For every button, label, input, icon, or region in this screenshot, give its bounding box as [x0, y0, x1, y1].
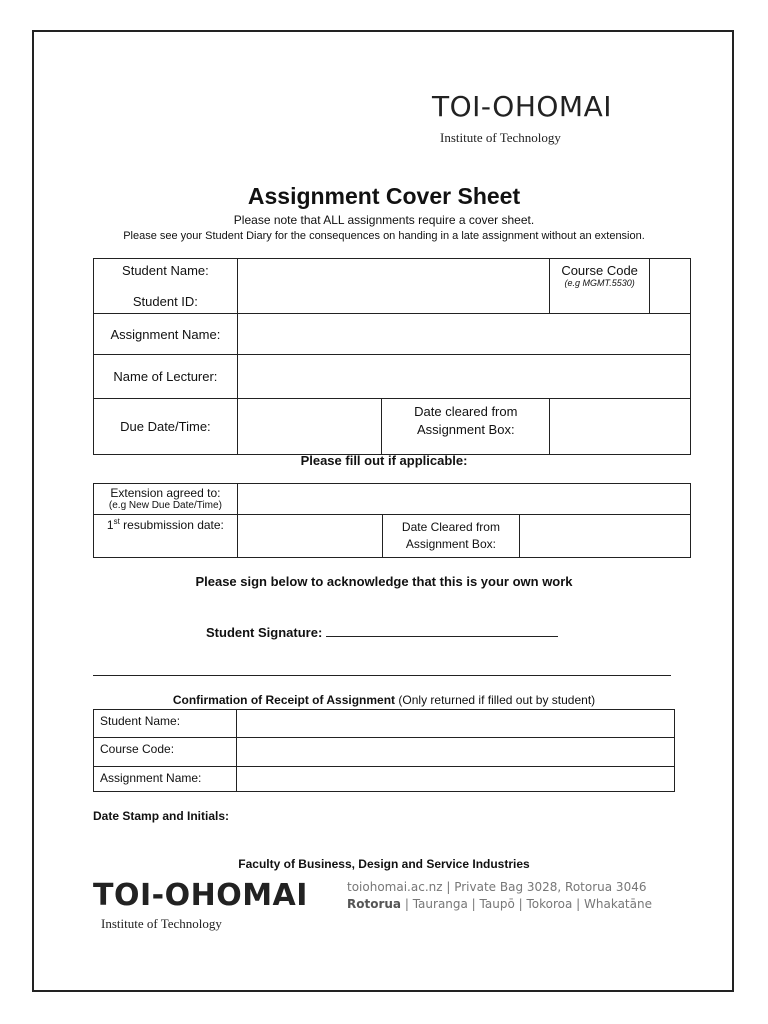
student-name-id-label-cell — [94, 259, 238, 314]
note-line-2: Please see your Student Diary for the consequences on handing in a late assignment without an extension. — [123, 230, 645, 242]
receipt-assignment-name-field[interactable] — [236, 767, 674, 792]
extension-label: Extension agreed to: — [110, 486, 221, 500]
signature-row — [206, 624, 558, 640]
course-code-label: Course Code — [561, 263, 638, 278]
acknowledge-text: Please sign below to acknowledge that this is your own work — [195, 574, 573, 589]
date-cleared-field[interactable] — [550, 399, 691, 455]
receipt-heading-bold: Confirmation of Receipt of Assignment — [172, 693, 396, 707]
footer-logo-subtitle: Institute of Technology — [101, 916, 222, 931]
assignment-name-field[interactable] — [237, 314, 690, 355]
footer-contact-line2 — [347, 897, 652, 911]
receipt-table — [93, 709, 675, 792]
receipt-student-name-label: Student Name: — [94, 710, 237, 738]
resubmission-label: 1st resubmission date: — [94, 515, 238, 558]
extension-label-cell — [94, 484, 238, 515]
receipt-assignment-name-label: Assignment Name: — [94, 767, 237, 792]
faculty-name: Faculty of Business, Design and Service Industries — [238, 857, 530, 871]
ext-date-cleared-label: Date Cleared from Assignment Box: — [382, 515, 520, 558]
lecturer-field[interactable] — [237, 355, 690, 399]
receipt-heading — [0, 693, 768, 707]
course-code-field[interactable] — [650, 259, 691, 314]
receipt-course-code-field[interactable] — [236, 738, 674, 767]
receipt-course-code-label: Course Code: — [94, 738, 237, 767]
applicable-header: Please fill out if applicable: — [300, 453, 468, 468]
ext-date-cleared-field[interactable] — [520, 515, 691, 558]
due-date-field[interactable] — [237, 399, 382, 455]
date-cleared-label: Date cleared from Assignment Box: — [382, 399, 550, 455]
date-stamp-label: Date Stamp and Initials: — [93, 809, 230, 823]
divider-line — [93, 675, 671, 676]
signature-line[interactable] — [326, 624, 558, 637]
receipt-heading-rest: (Only returned if filled out by student) — [395, 693, 596, 707]
course-code-example: (e.g MGMT.5530) — [564, 278, 635, 288]
footer-campus-rest: | Tauranga | Taupō | Tokoroa | Whakatāne — [401, 897, 652, 911]
extension-table — [93, 483, 691, 558]
footer-contact-line1: toiohomai.ac.nz | Private Bag 3028, Rotorua 3046 — [347, 880, 647, 894]
footer-campus-bold: Rotorua — [347, 897, 402, 911]
note-line-1: Please note that ALL assignments require a cover sheet. — [233, 213, 535, 227]
due-date-label: Due Date/Time: — [94, 399, 238, 455]
resubmission-field[interactable] — [237, 515, 382, 558]
student-name-label: Student Name: — [122, 263, 209, 278]
receipt-student-name-field[interactable] — [236, 710, 674, 738]
lecturer-label: Name of Lecturer: — [94, 355, 238, 399]
student-id-label: Student ID: — [132, 294, 198, 309]
extension-hint: (e.g New Due Date/Time) — [108, 500, 222, 511]
main-form-table — [93, 258, 691, 455]
footer-logo-wordmark: TOI-OHOMAI — [93, 878, 308, 913]
extension-field[interactable] — [237, 484, 690, 515]
header-logo-wordmark: TOI-OHOMAI — [432, 90, 612, 123]
assignment-name-label: Assignment Name: — [94, 314, 238, 355]
signature-label: Student Signature: — [206, 625, 323, 640]
course-code-label-cell — [550, 259, 650, 314]
student-name-field[interactable] — [237, 259, 549, 314]
header-logo-subtitle: Institute of Technology — [440, 130, 561, 145]
page-title: Assignment Cover Sheet — [247, 183, 521, 209]
